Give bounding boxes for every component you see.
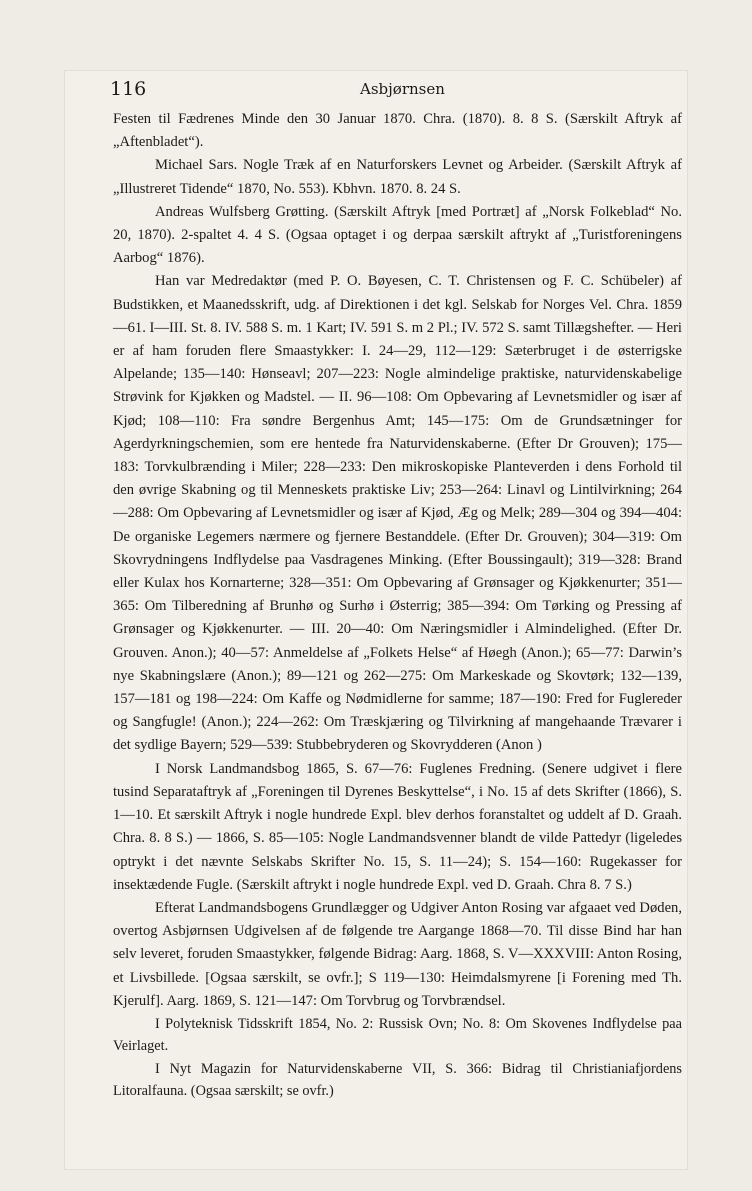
page-number: 116 [110,78,147,100]
entry-festen: Festen til Fædrenes Minde den 30 Januar 1870. Chra. (1870). 8. 8 S. (Særskilt Aftryk af „Aftenbladet“). [113,111,682,151]
entry-efterat: Efterat Landmandsbogens Grundlægger og Udgiver Anton Rosing var afgaaet ved Døden, overtog Asbjørnsen Udgivelsen af de følgende tre Aargange 1868—70. Til disse Bind har han selv leveret, foruden Smaastykker, følgende Bidrag: Aarg. 1868, S. V—XXXVIII: Anton Rosing, et Livsbillede. [Ogsaa særskilt, se ovfr.]; S 119—130: Heimdalsmyrene [i Forening med Th. Kjerulf]. Aarg. 1869, S. 121—147: Om Torvbrug og Torvbrændsel. [113,899,682,1009]
entry-budstikken: Han var Medredaktør (med P. O. Bøyesen, C. T. Christensen og F. C. Schübeler) af Budstikken, et Maanedsskrift, udg. af Direktionen i det kgl. Selskab for Norges Vel. Chra. 1859—61. I—III. St. 8. IV. 588 S. m. 1 Kart; IV. 591 S. m 2 Pl.; IV. 572 S. samt Tillægshefter. — Heri er af ham foruden flere Smaastykker: I. 24—29, 112—129: Sæterbruget i de østerrigske Alpelande; 135—140: Hønseavl; 207—223: Nogle almindelige praktiske, naturvidenskabelige Strøvink for Kjøkken og Madstel. — II. 96—108: Om Opbevaring af Levnetsmidler og især af Kjød; 108—110: Fra søndre Bergenhus Amt; 145—175: Om de Grundsætninger for Agerdyrkningschemien, som ere hentede fra Naturvidenskaberne. (Efter Dr Grouven); 175—183: Torvkulbrænding i Miler; 228—233: Den mikroskopiske Planteverden i dens Forhold til den øvrige Skabning og til Menneskets praktiske Liv; 253—264: Linavl og Lintilvirkning; 264—288: Om Opbevaring af Levnetsmidler og især af Kjød, Æg og Melk; 289—304 og 394—404: De organiske Legemers nærmere og fjernere Bestanddele. (Efter Dr. Grouven); 304—319: Om Skovrydningens Indflydelse paa Vasdragenes Minking. (Efter Boussingault); 319—328: Brand eller Kulax hos Kornarterne; 328—351: Om Opbevaring af Grønsager og Kjøkkenurter; 351—365: Om Tilberedning af Brunhø og Surhø i Østerrig; 385—394: Om Tørking og Pressing af Grønsager og Kjøkkenurter. — III. 20—40: Om Næringsmidler i Almindelighed. (Efter Dr. Grouven. Anon.); 40—57: Anmeldelse af „Folkets Helse“ af Høegh (Anon.); 65—77: Darwin’s nye Skabningslære (Anon.); 89—121 og 262—275: Om Markeskade og Skovtørk; 132—139, 157—181 og 198—224: Om Kaffe og Nødmidlerne for samme; 187—190: Fred for Fuglereder og Sangfugle! (Anon.); 224—262: Om Træskjæring og Tilvirkning af mangehaande Trævarer i det sydlige Bayern; 529—539: Stubbebryderen og Skovrydderen (Anon ) [113,273,682,754]
running-title: Asbjørnsen [360,80,445,98]
entry-landmandsbog: I Norsk Landmandsbog 1865, S. 67—76: Fuglenes Fredning. (Senere udgivet i flere tusind Separataftryk af „Foreningen til Dyrenes Beskyttelse“, i No. 15 af dets Skrifter (1866), S. 1—10. Et særskilt Aftryk i nogle hundrede Expl. blev derhos foranstaltet og uddelt af D. Graah. Chra. 8. 8 S.) — 1866, S. 85—105: Nogle Landmandsvenner blandt de vilde Pattedyr (ligeledes optrykt i det nævnte Selskabs Skrifter No. 15, S. 11—24); S. 154—160: Rugekasser for insektædende Fugle. (Særskilt aftrykt i nogle hundrede Expl. ved D. Graah. Chra 8. 7 S.) [113,760,682,893]
page-header [110,78,685,102]
entry-nyt-magazin: I Nyt Magazin for Naturvidenskaberne VII, S. 366: Bidrag til Christianiafjordens Litoralfauna. (Ogsaa særskilt; se ovfr.) [113,1060,682,1100]
entry-grotting: Andreas Wulfsberg Grøtting. (Særskilt Aftryk [med Portræt] af „Norsk Folkeblad“ No. 20, 1870). 2-spaltet 4. 4 S. (Ogsaa optaget i og derpaa særskilt aftrykt af „Turistforeningens Aarbog“ 1876). [113,203,682,267]
entry-michael-sars: Michael Sars. Nogle Træk af en Naturforskers Levnet og Arbeider. (Særskilt Aftryk af „Illustreret Tidende“ 1870, No. 553). Kbhvn. 1870. 8. 24 S. [113,157,682,197]
main-text [113,108,682,1103]
entry-polyteknisk: I Polyteknisk Tidsskrift 1854, No. 2: Russisk Ovn; No. 8: Om Skovenes Indflydelse paa Veirlaget. [113,1015,682,1055]
